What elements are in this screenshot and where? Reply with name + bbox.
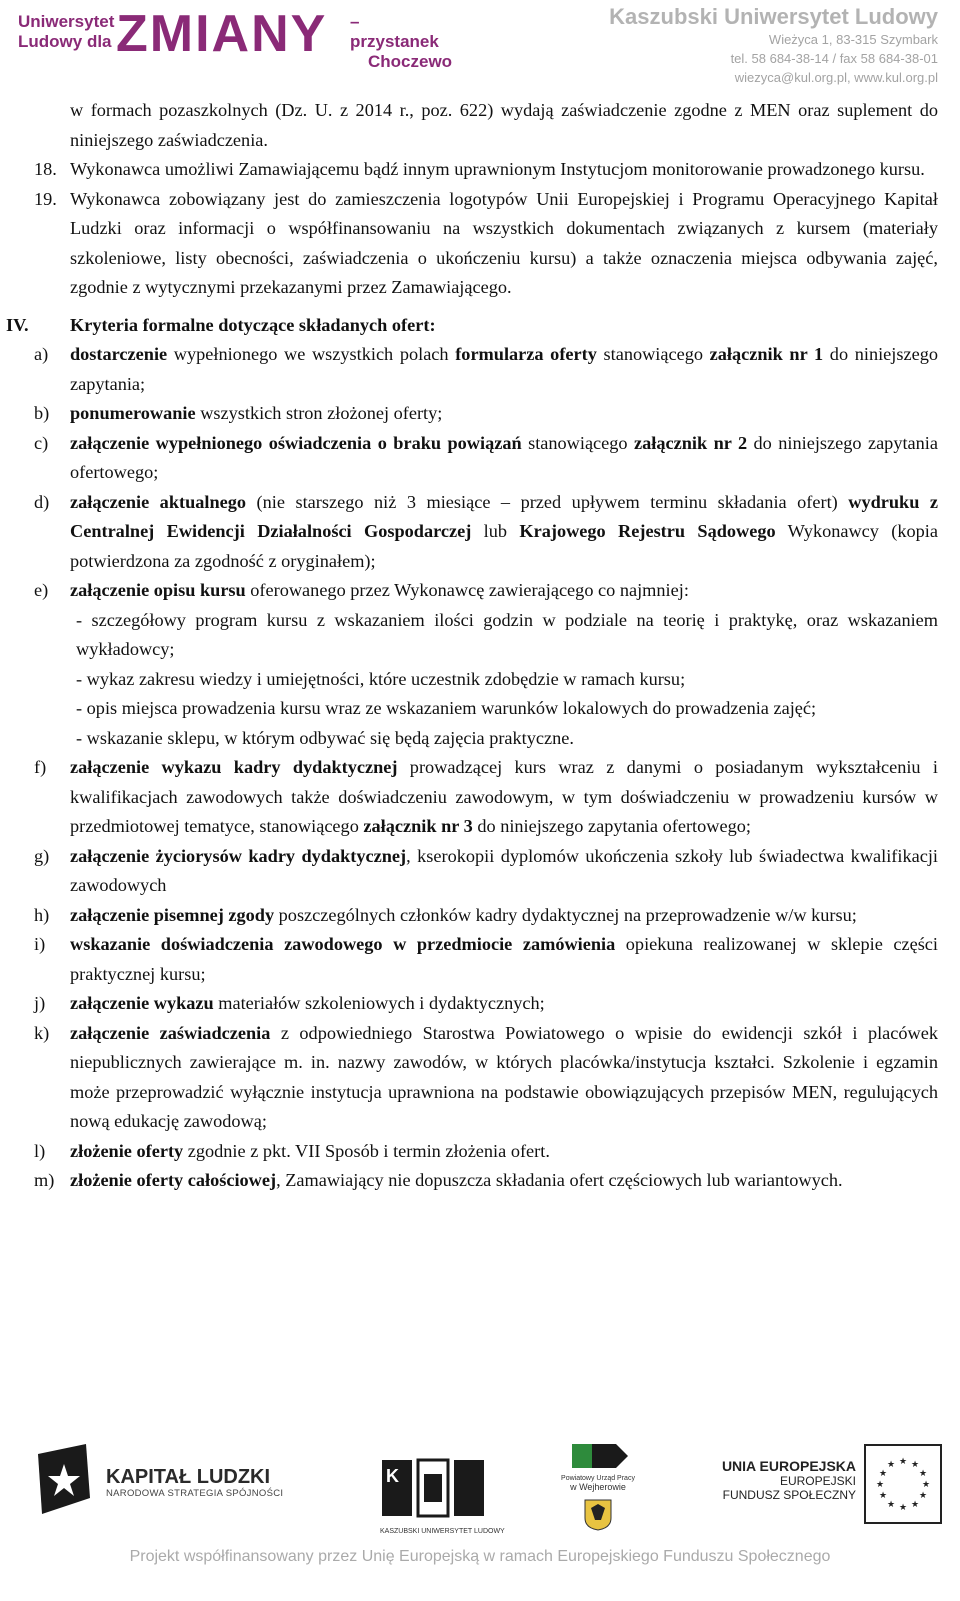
criterion-text: oferowanego przez Wykonawcę zawierającego co najmniej: [245, 580, 689, 600]
kl-text [106, 1466, 283, 1499]
kapital-ludzki-logo [28, 1440, 288, 1520]
criterion-d [0, 488, 960, 577]
org-contact: wiezyca@kul.org.pl, www.kul.org.pl [734, 70, 938, 85]
svg-text:★: ★ [918, 1469, 928, 1479]
svg-text:★: ★ [921, 1480, 931, 1490]
kul-logo [380, 1456, 505, 1535]
criterion-text: , Zamawiający nie dopuszcza składania ofert częściowych lub wariantowych. [276, 1170, 843, 1190]
list-item [0, 155, 960, 185]
criterion-bold: złożenie oferty [70, 1140, 184, 1161]
eu-stars-icon [866, 1446, 940, 1522]
criterion-l [0, 1137, 960, 1167]
svg-text:★: ★ [898, 1503, 908, 1513]
criterion-i [0, 930, 960, 989]
org-contact-block [609, 4, 938, 87]
criterion-text: lub [471, 521, 520, 541]
criterion-label: i) [34, 934, 46, 954]
criterion-bold: załączenie wykazu [70, 993, 214, 1013]
criterion-text: materiałów szkoleniowych i dydaktycznych; [213, 993, 545, 1013]
criterion-k [0, 1019, 960, 1137]
kl-subtitle: NARODOWA STRATEGIA SPÓJNOŚCI [106, 1488, 284, 1499]
criterion-label: l) [34, 1140, 46, 1161]
criterion-text: prowadzącej kurs wraz z danymi o posiadanym wykształceniu i kwalifikacjach zawodowych także doświadczeniu zawodowym, w tym doświadczeniu w prowadzeniu kursów w przedmiotowej tematyce, stanowiącego [70, 757, 938, 836]
criterion-bold: wskazanie doświadczenia zawodowego w przedmiocie zamówienia [70, 934, 616, 954]
logo-left-text [18, 12, 114, 52]
criterion-bold: dostarczenie [70, 344, 168, 364]
criterion-label: a) [34, 344, 49, 364]
kul-caption: KASZUBSKI UNIWERSYTET LUDOWY [380, 1528, 505, 1535]
svg-text:★: ★ [918, 1491, 928, 1501]
criterion-j [0, 989, 960, 1019]
criterion-g [0, 842, 960, 901]
ue-title: UNIA EUROPEJSKA [721, 1458, 856, 1474]
intro-paragraph [0, 96, 960, 155]
ue-line2: EUROPEJSKI [779, 1474, 856, 1488]
org-name: Kaszubski Uniwersytet Ludowy [609, 4, 938, 29]
criterion-bold: załączenie wykazu kadry dydaktycznej [70, 757, 398, 777]
pup-logo [558, 1440, 638, 1530]
criterion-f [0, 753, 960, 842]
criterion-label: e) [34, 580, 49, 600]
logo-brand: ZMIANY [116, 5, 328, 63]
logo-right-line1: – przystanek [350, 12, 439, 51]
criterion-text: wszystkich stron złożonej oferty; [195, 403, 443, 423]
cofinancing-note: Projekt współfinansowany przez Unię Europejską w ramach Europejskiego Funduszu Społecznego [129, 1548, 831, 1565]
uld-logo [18, 5, 453, 71]
criterion-bold: ponumerowanie [70, 403, 196, 423]
svg-text:★: ★ [875, 1480, 885, 1490]
svg-text:★: ★ [886, 1500, 896, 1510]
criterion-text: do niniejszego zapytania ofertowego; [472, 816, 751, 836]
ue-line3: FUNDUSZ SPOŁECZNY [722, 1488, 856, 1502]
logo-right-text [350, 12, 452, 72]
criterion-label: h) [34, 904, 50, 925]
page-footer [0, 1430, 960, 1601]
criterion-bold: Krajowego Rejestru Sądowego [519, 521, 776, 541]
criterion-e [0, 576, 960, 606]
item-number: 19. [34, 188, 57, 209]
criterion-bold: załączenie pisemnej zgody [70, 904, 275, 925]
criterion-text: stanowiącego [521, 432, 635, 453]
svg-text:★: ★ [886, 1460, 896, 1470]
criterion-bold: wydruku z Centralnej Ewidencji Działalności Gospodarczej [70, 491, 938, 541]
criterion-bold: załącznik nr 3 [363, 816, 473, 836]
criterion-text: Wykonawcy (kopia potwierdzona za zgodność z oryginałem); [70, 521, 938, 571]
criterion-bold: załączenie opisu kursu [70, 580, 246, 600]
section-heading [0, 311, 960, 341]
item-text: Wykonawca umożliwi Zamawiającemu bądź innym uprawnionym Instytucjom monitorowanie prowadzonego kursu. [70, 159, 925, 179]
kl-star-icon [28, 1440, 98, 1520]
pup-arrows-icon [558, 1440, 638, 1472]
criterion-label: c) [34, 432, 49, 453]
criterion-text: stanowiącego [596, 344, 710, 364]
intro-text: w formach pozaszkolnych (Dz. U. z 2014 r., poz. 622) wydają zaświadczenie zgodne z MEN oraz suplement do niniejszego zaświadczenia. [70, 100, 938, 150]
item-text: Wykonawca zobowiązany jest do zamieszczenia logotypów Unii Europejskiej i Programu Operacyjnego Kapitał Ludzki oraz informacji o współfinansowaniu na wszystkich dokumentach związanych z kursem (materiały szkoleniowe, listy obecności, zaświadczenia o ukończeniu kursu) a także oznaczenia miejsca odbywania zajęć, zgodnie z wytycznymi przekazanymi przez Zamawiającego. [70, 188, 938, 297]
criterion-text: poszczególnych członków kadry dydaktycznej na przeprowadzenie w/w kursu; [274, 904, 857, 925]
criterion-text: do niniejszego zapytania; [70, 344, 938, 394]
criterion-text: , kserokopii dyplomów ukończenia szkoły lub świadectwa kwalifikacji zawodowych [70, 845, 938, 895]
list-item [0, 185, 960, 303]
criterion-text: wypełnionego we wszystkich polach [167, 344, 456, 364]
criterion-label: b) [34, 403, 50, 423]
eu-flag-icon [864, 1444, 942, 1524]
criterion-text: zgodnie z pkt. VII Sposób i termin złożenia ofert. [183, 1140, 550, 1161]
criterion-label: k) [34, 1022, 50, 1043]
criterion-bold: załącznik nr 2 [634, 432, 748, 453]
criterion-bold: złożenie oferty całościowej [70, 1170, 277, 1190]
svg-text:★: ★ [878, 1469, 888, 1479]
svg-text:★: ★ [878, 1491, 888, 1501]
criterion-label: j) [34, 993, 46, 1013]
criterion-b [0, 399, 960, 429]
criterion-bold: załączenie wypełnionego oświadczenia o braku powiązań [70, 432, 522, 453]
item-number: 18. [34, 159, 57, 179]
section-number: IV. [6, 314, 29, 335]
criterion-label: d) [34, 491, 50, 512]
criterion-a [0, 340, 960, 399]
criterion-label: m) [34, 1170, 55, 1190]
logo-left-line2: Ludowy dla [18, 32, 112, 51]
pup-caption [558, 1474, 638, 1492]
document-body [0, 96, 960, 1196]
criterion-m [0, 1166, 960, 1196]
ue-text-block [706, 1458, 856, 1502]
svg-text:★: ★ [898, 1457, 908, 1467]
logo-left-line1: Uniwersytet [18, 12, 115, 31]
criterion-label: g) [34, 845, 50, 866]
criterion-text: opiekuna realizowanej w sklepie części praktycznej kursu; [70, 934, 938, 984]
section-title: Kryteria formalne dotyczące składanych ofert: [70, 314, 436, 335]
criterion-bold: załącznik nr 1 [709, 344, 824, 364]
sub-item: - szczegółowy program kursu z wskazaniem ilości godzin w podziale na teorię i praktykę, oraz wskazaniem wykładowcy; [76, 609, 938, 659]
svg-text:★: ★ [910, 1460, 920, 1470]
criterion-bold: załączenie aktualnego [70, 491, 247, 512]
org-phone: tel. 58 684-38-14 / fax 58 684-38-01 [730, 51, 938, 66]
criterion-text: z odpowiedniego Starostwa Powiatowego o wpisie do ewidencji szkół i placówek niepublicznych zawierające m. in. nazwy zawodów, w których placówka/instytucja kształci. Szkolenie i egzamin może przeprowadzić wyłącznie instytucja uprawniona na podstawie obowiązujących przepisów MEN, regulujących nową edukację zawodową; [70, 1022, 938, 1131]
pup-line1: Powiatowy Urząd Pracy [561, 1475, 635, 1482]
kul-emblem-icon [380, 1456, 490, 1524]
sub-item: - opis miejsca prowadzenia kursu wraz ze wskazaniem warunków lokalowych do prowadzenia zajęć; [76, 698, 817, 718]
svg-text:K: K [386, 1466, 399, 1486]
criterion-text: do niniejszego zapytania ofertowego; [70, 432, 938, 482]
criterion-label: f) [34, 757, 47, 777]
criterion-h [0, 901, 960, 931]
sub-item: - wskazanie sklepu, w którym odbywać się będą zajęcia praktyczne. [76, 727, 574, 748]
org-address: Wieżyca 1, 83-315 Szymbark [768, 32, 938, 47]
sub-item: - wykaz zakresu wiedzy i umiejętności, które uczestnik zdobędzie w ramach kursu; [76, 668, 686, 689]
criterion-bold: załączenie życiorysów kadry dydaktycznej [70, 845, 407, 866]
criterion-text: (nie starszego niż 3 miesiące – przed upływem terminu składania ofert) [246, 491, 849, 512]
criterion-bold: załączenie zaświadczenia [70, 1022, 271, 1043]
page-header [0, 0, 960, 96]
pup-line2: w Wejherowie [570, 1482, 626, 1492]
svg-text:★: ★ [910, 1500, 920, 1510]
logo-right-line2: Choczewo [368, 52, 453, 71]
criterion-c [0, 429, 960, 488]
criterion-bold: formularza oferty [455, 344, 597, 364]
kl-title: KAPITAŁ LUDZKI [106, 1466, 271, 1488]
coat-of-arms-icon [583, 1498, 613, 1532]
